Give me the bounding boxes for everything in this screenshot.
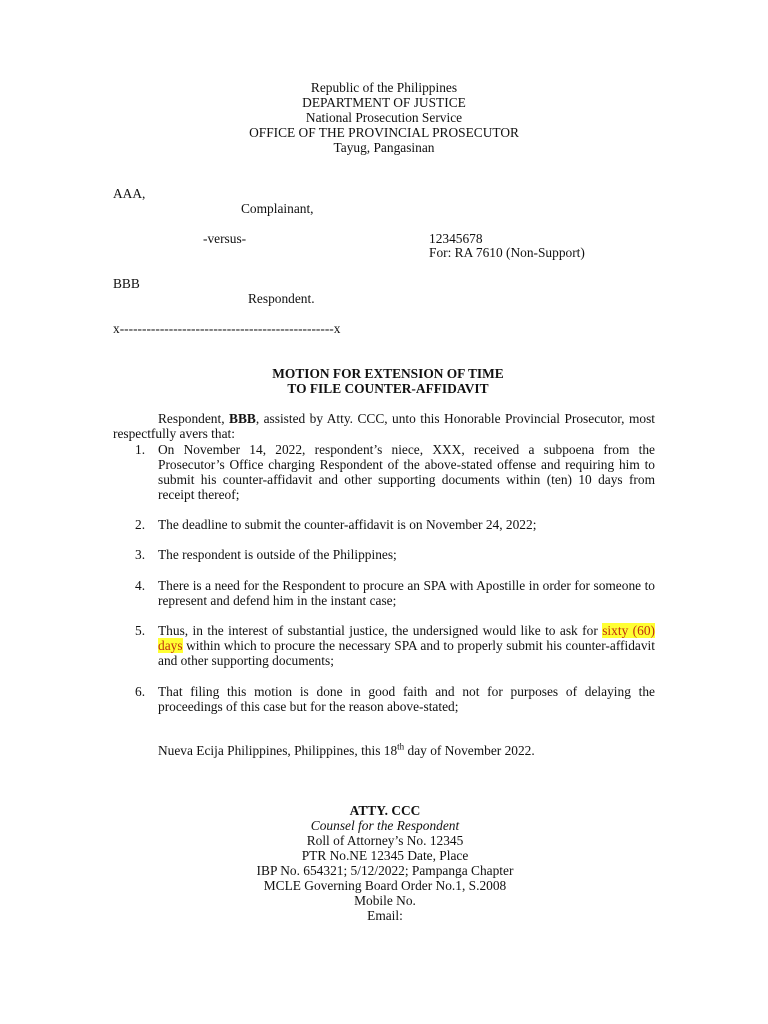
item-text: There is a need for the Respondent to procure an SPA with Apostille in order for someone to represent and defend him in the instant case; [158,578,655,608]
document-title [0,366,768,396]
mcle-compliance: MCLE Governing Board Order No.1, S.2008 [263,878,507,893]
signatory-name: ATTY. CCC [349,803,421,818]
complainant-label: Complainant, [241,201,314,216]
header-service: National Prosecution Service [305,110,463,125]
item-number: 4. [135,578,146,593]
list-item [113,623,655,668]
header-republic: Republic of the Philippines [310,80,458,95]
title-line-2: TO FILE COUNTER-AFFIDAVIT [287,381,489,396]
document-header [0,80,768,155]
intro-pre: Respondent, [158,411,230,426]
ptr-number: PTR No.NE 12345 Date, Place [301,848,469,863]
closing-post: day of November 2022. [404,743,535,758]
ibp-number: IBP No. 654321; 5/12/2022; Pampanga Chapter [256,863,514,878]
item-text-pre: Thus, in the interest of substantial justice, the undersigned would like to ask for [158,623,603,638]
closing-ordinal: th [397,741,405,752]
signature-block [0,803,768,923]
closing-pre: Nueva Ecija Philippines, Philippines, this 18 [158,743,398,758]
header-location: Tayug, Pangasinan [333,140,435,155]
header-department: DEPARTMENT OF JUSTICE [302,95,466,110]
item-number: 2. [135,517,146,532]
intro-paragraph [113,411,655,441]
item-number: 5. [135,623,146,638]
item-number: 3. [135,547,146,562]
caption-divider: x------------------------------------------------x [113,321,341,336]
respondent-name: BBB [113,276,140,291]
roll-number: Roll of Attorney’s No. 12345 [306,833,464,848]
respondent-label: Respondent. [248,291,315,306]
list-item [113,684,655,714]
email-address: Email: [367,908,403,923]
item-number: 6. [135,684,146,699]
list-item [113,517,655,532]
signatory-role: Counsel for the Respondent [310,818,460,833]
closing-line [158,743,535,758]
complainant-name: AAA, [113,186,146,201]
case-number: 12345678 [429,231,483,246]
highlighted-period: sixty (60) days [158,623,655,653]
item-text: The respondent is outside of the Philippines; [158,547,397,562]
header-office: OFFICE OF THE PROVINCIAL PROSECUTOR [249,125,519,140]
item-text [158,623,655,668]
list-item [113,442,655,502]
case-offense: For: RA 7610 (Non-Support) [429,245,585,260]
item-text: The deadline to submit the counter-affidavit is on November 24, 2022; [158,517,537,532]
item-text-post: within which to procure the necessary SPA and to properly submit his counter-affidavit and other supporting documents; [158,638,655,668]
list-item [113,547,655,562]
intro-post: , assisted by Atty. CCC, unto this Honorable Provincial Prosecutor, most respectfully avers that: [113,411,656,441]
mobile-number: Mobile No. [354,893,416,908]
list-item [113,578,655,608]
item-text: That filing this motion is done in good faith and not for purposes of delaying the proceedings of this case but for the reason above-stated; [158,684,655,714]
title-line-1: MOTION FOR EXTENSION OF TIME [272,366,504,381]
versus-label: -versus- [203,231,247,246]
intro-respondent: BBB [229,411,256,426]
item-text: On November 14, 2022, respondent’s niece, XXX, received a subpoena from the Prosecutor’s Office charging Respondent of the above-stated offense and requiring him to submit his counter-affidavit and other supporting documents within (ten) 10 days from receipt thereof; [158,442,655,502]
item-number: 1. [135,442,146,457]
